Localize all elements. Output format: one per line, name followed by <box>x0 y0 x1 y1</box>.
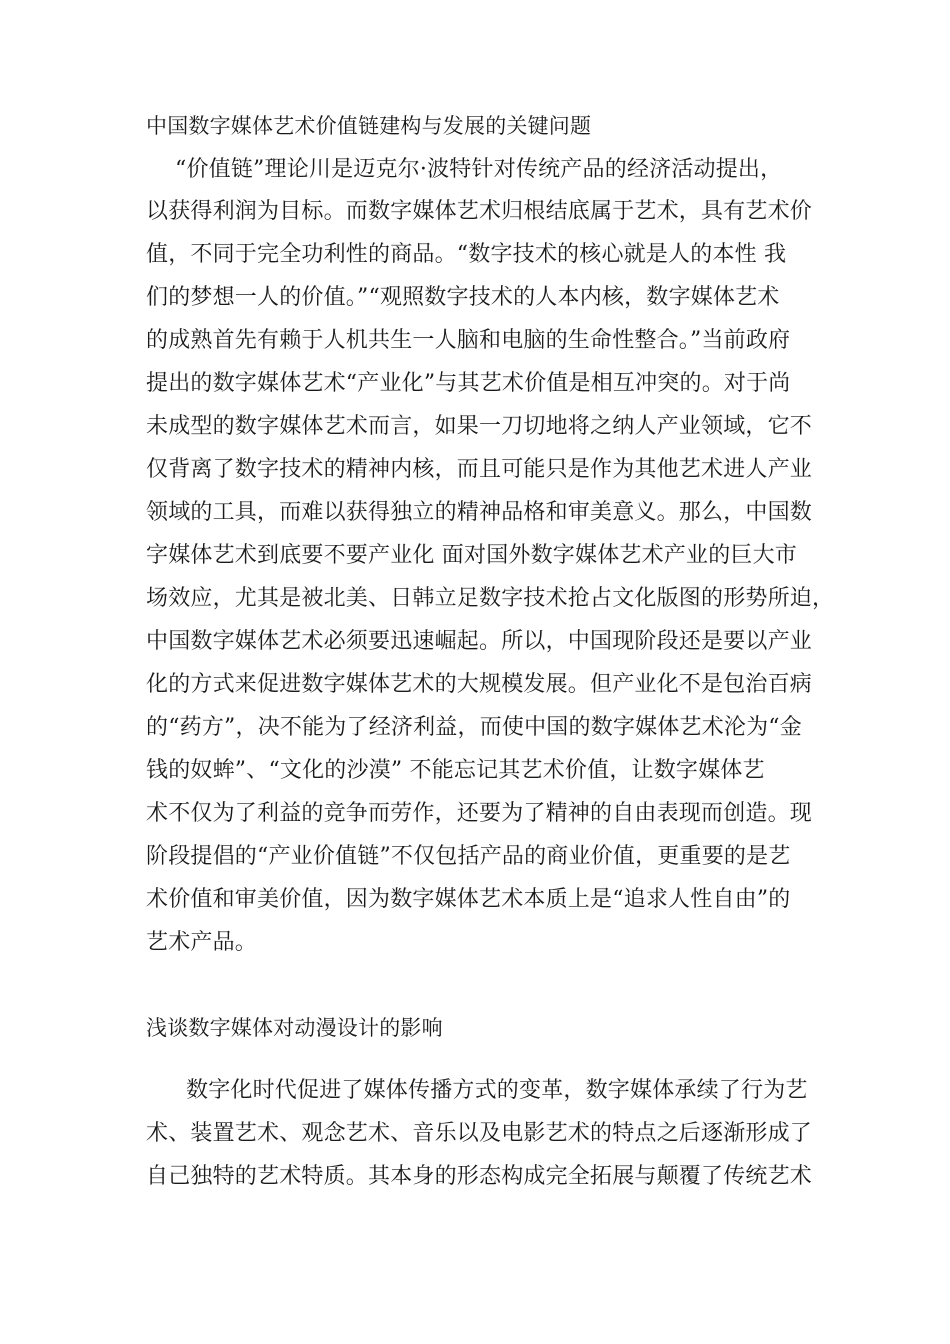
section-1-paragraph-line-2: 以获得利润为目标。而数字媒体艺术归根结底属于艺术，具有艺术价 <box>146 199 813 224</box>
section-1-paragraph-line-12: 中国数字媒体艺术必须要迅速崛起。所以，中国现阶段还是要以产业 <box>146 629 813 654</box>
section-1-paragraph-line-13: 化的方式来促进数字媒体艺术的大规模发展。但产业化不是包治百病 <box>146 672 813 697</box>
section-1-paragraph-line-17: 阶段提倡的“产业价值链”不仅包括产品的商业价值，更重要的是艺 <box>146 844 791 869</box>
section-1-paragraph-line-18: 术价值和审美价值，因为数字媒体艺术本质上是“追求人性自由”的 <box>146 887 791 912</box>
section-2-paragraph-line-1: 数字化时代促进了媒体传播方式的变革，数字媒体承续了行为艺 <box>186 1078 808 1103</box>
section-1-paragraph-line-4: 们的梦想一人的价值。”“观照数字技术的人本内核，数字媒体艺术 <box>146 285 780 310</box>
section-1-paragraph-line-8: 仅背离了数字技术的精神内核，而且可能只是作为其他艺术进人产业 <box>146 457 813 482</box>
section-1-paragraph-line-15: 钱的奴蛑”、“文化的沙漠” 不能忘记其艺术价值，让数字媒体艺 <box>146 758 765 783</box>
section-1-paragraph-line-14: 的“药方”，决不能为了经济利益，而使中国的数字媒体艺术沦为“金 <box>146 715 802 740</box>
section-1-paragraph-line-3: 值，不同于完全功利性的商品。“数字技术的核心就是人的本性 我 <box>146 242 787 267</box>
section-1-paragraph-line-1: “价值链”理论川是迈克尔·波特针对传统产品的经济活动提出， <box>175 157 783 182</box>
section-1-paragraph-line-10: 字媒体艺术到底要不要产业化 面对国外数字媒体艺术产业的巨大市 <box>146 543 797 568</box>
section-2-title: 浅谈数字媒体对动漫设计的影响 <box>146 1016 443 1040</box>
section-1-paragraph-line-6: 提出的数字媒体艺术“产业化”与其艺术价值是相互冲突的。对于尚 <box>146 371 791 396</box>
section-2-paragraph-line-2: 术、装置艺术、观念艺术、音乐以及电影艺术的特点之后逐渐形成了 <box>146 1121 813 1146</box>
section-1-title: 中国数字媒体艺术价值链建构与发展的关键问题 <box>146 114 592 138</box>
section-1-paragraph-line-5: 的成熟首先有赖于人机共生一人脑和电脑的生命性整合。”当前政府 <box>146 328 791 353</box>
section-1-paragraph-line-16: 术不仅为了利益的竞争而劳作，还要为了精神的自由表现而创造。现 <box>146 801 813 826</box>
section-1-paragraph-line-9: 领域的工具，而难以获得独立的精神品格和审美意义。那么，中国数 <box>146 500 813 525</box>
section-1-paragraph-line-11: 场效应，尤其是被北美、日韩立足数字技术抢占文化版图的形势所迫， <box>146 586 835 611</box>
section-1-paragraph-line-7: 未成型的数字媒体艺术而言，如果一刀切地将之纳人产业领域，它不 <box>146 414 813 439</box>
section-1-paragraph-line-19: 艺术产品。 <box>146 930 258 955</box>
section-2-paragraph-line-3: 自己独特的艺术特质。其本身的形态构成完全拓展与颠覆了传统艺术 <box>146 1164 813 1189</box>
